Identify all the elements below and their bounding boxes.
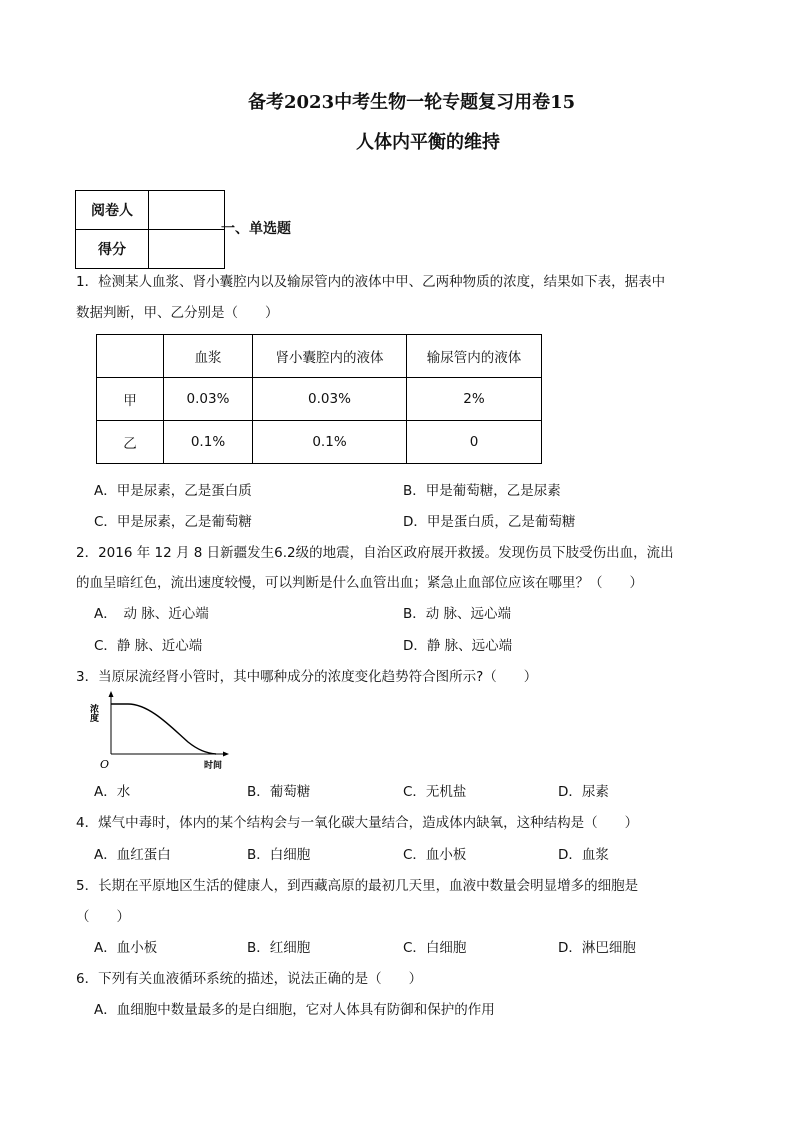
- q4-text: 4．煤气中毒时，体内的某个结构会与一氧化碳大量结合，造成体内缺氧，这种结构是（ ）: [76, 815, 639, 831]
- concentration-curve: [111, 704, 216, 754]
- reviewer-label: 阅卷人: [76, 191, 149, 230]
- q5-option-a[interactable]: A．血小板: [94, 940, 158, 956]
- q1-text-line2: 数据判断，甲、乙分别是（ ）: [76, 305, 279, 321]
- q3-option-b[interactable]: B．葡萄糖: [247, 784, 311, 800]
- q1-option-d[interactable]: D．甲是蛋白质，乙是葡萄糖: [403, 514, 576, 530]
- q4-option-b[interactable]: B．白细胞: [247, 847, 311, 863]
- q3-option-c[interactable]: C．无机盐: [403, 784, 467, 800]
- table-cell: 甲: [97, 378, 164, 421]
- score-field[interactable]: [149, 230, 225, 269]
- y-axis-label: 浓度: [88, 704, 98, 722]
- y-axis-arrow: [109, 691, 114, 697]
- table-cell: 乙: [97, 421, 164, 464]
- section-title: 一、单选题: [221, 221, 291, 237]
- grade-box: [75, 190, 225, 269]
- score-label: 得分: [76, 230, 149, 269]
- q3-text: 3．当原尿流经肾小管时，其中哪种成分的浓度变化趋势符合图所示?（ ）: [76, 669, 538, 685]
- q5-text-line2: （ ）: [76, 909, 130, 925]
- q1-table: [96, 334, 542, 464]
- table-cell: 0: [407, 421, 542, 464]
- x-axis-label: 时间: [204, 761, 223, 771]
- table-header-row: [97, 335, 542, 378]
- table-header-cell: 输尿管内的液体: [407, 335, 542, 378]
- q3-option-d[interactable]: D．尿素: [558, 784, 609, 800]
- table-row: [97, 421, 542, 464]
- q2-text-line1: 2．2016 年 12 月 8 日新疆发生6.2级的地震，自治区政府展开救援。发现伤员下肢受伤出血，流出: [76, 545, 674, 561]
- table-cell: 2%: [407, 378, 542, 421]
- reviewer-field[interactable]: [149, 191, 225, 230]
- table-cell: 0.1%: [164, 421, 253, 464]
- q5-option-b[interactable]: B．红细胞: [247, 940, 311, 956]
- q3-graph: [90, 688, 250, 774]
- q5-option-c[interactable]: C．白细胞: [403, 940, 467, 956]
- q1-text-line1: 1．检测某人血浆、肾小囊腔内以及输尿管内的液体中甲、乙两种物质的浓度，结果如下表，据表中: [76, 274, 666, 290]
- q2-option-c[interactable]: C．静 脉、近心端: [94, 638, 203, 654]
- x-axis-arrow: [223, 752, 229, 757]
- q5-text-line1: 5．长期在平原地区生活的健康人，到西藏高原的最初几天里，血液中数量会明显增多的细胞是: [76, 878, 639, 894]
- table-header-cell: 肾小囊腔内的液体: [253, 335, 407, 378]
- q1-option-c[interactable]: C．甲是尿素，乙是葡萄糖: [94, 514, 252, 530]
- page-subtitle: 人体内平衡的维持: [356, 132, 500, 153]
- q6-text: 6．下列有关血液循环系统的描述，说法正确的是（ ）: [76, 971, 423, 987]
- q2-option-b[interactable]: B．动 脉、远心端: [403, 606, 512, 622]
- q4-option-a[interactable]: A．血红蛋白: [94, 847, 171, 863]
- origin-label: O: [100, 758, 110, 771]
- q4-option-d[interactable]: D．血浆: [558, 847, 609, 863]
- q2-option-d[interactable]: D．静 脉、远心端: [403, 638, 513, 654]
- q4-option-c[interactable]: C．血小板: [403, 847, 467, 863]
- table-cell: 0.1%: [253, 421, 407, 464]
- q5-option-d[interactable]: D．淋巴细胞: [558, 940, 636, 956]
- q2-text-line2: 的血呈暗红色，流出速度较慢，可以判断是什么血管出血；紧急止血部位应该在哪里？（ ）: [76, 575, 643, 591]
- table-cell: 0.03%: [253, 378, 407, 421]
- q1-option-b[interactable]: B．甲是葡萄糖，乙是尿素: [403, 483, 561, 499]
- table-header-cell: 血浆: [164, 335, 253, 378]
- q6-option-a[interactable]: A．血细胞中数量最多的是白细胞，它对人体具有防御和保护的作用: [94, 1002, 495, 1018]
- table-cell: 0.03%: [164, 378, 253, 421]
- q3-option-a[interactable]: A．水: [94, 784, 131, 800]
- page-title: 备考2023中考生物一轮专题复习用卷15: [248, 92, 576, 113]
- table-row: [97, 378, 542, 421]
- table-header-cell: [97, 335, 164, 378]
- q2-option-a[interactable]: A． 动 脉、近心端: [94, 606, 209, 622]
- q1-option-a[interactable]: A．甲是尿素，乙是蛋白质: [94, 483, 252, 499]
